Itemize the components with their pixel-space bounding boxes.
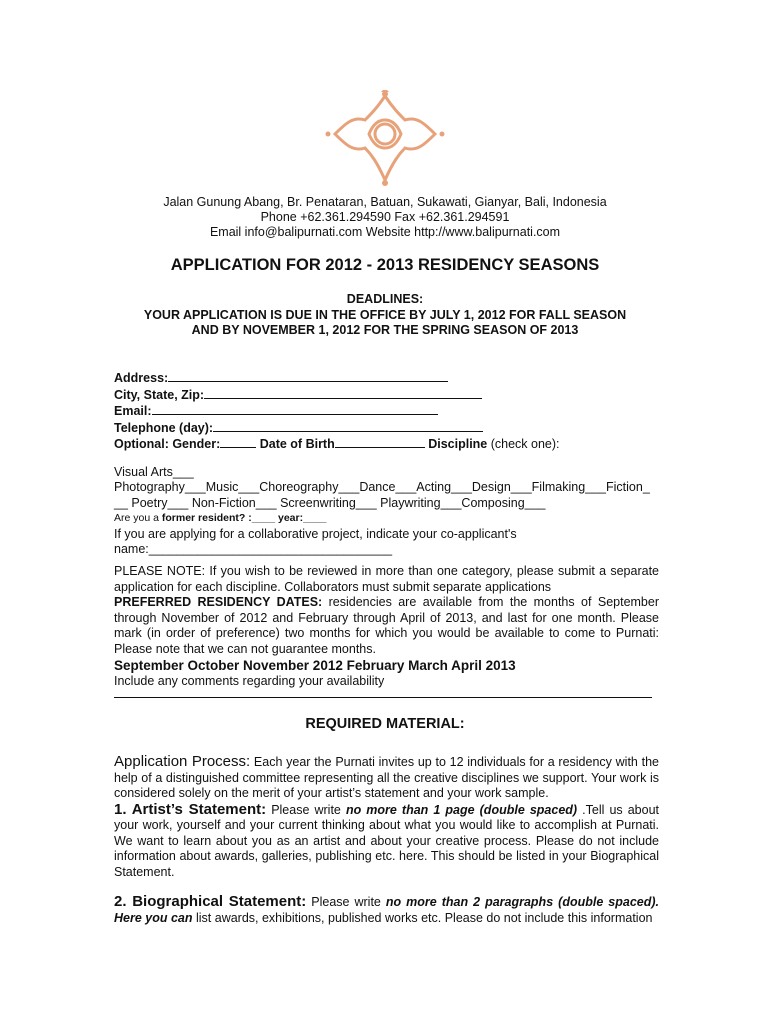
deadline-spring: AND BY NOVEMBER 1, 2012 FOR THE SPRING SEASON OF 2013 bbox=[191, 323, 579, 337]
telephone-label: Telephone (day): bbox=[114, 420, 214, 435]
artist-statement-lead: Please write bbox=[266, 802, 346, 817]
deadlines-block bbox=[0, 292, 770, 339]
comments-divider[interactable] bbox=[114, 697, 652, 698]
city-label: City, State, Zip: bbox=[114, 387, 205, 402]
city-field[interactable] bbox=[114, 387, 659, 404]
disciplines-options-line1[interactable]: Photography___Music___Choreography___Dance___Acting___Design___Filmaking___Fiction_ bbox=[114, 480, 650, 494]
address-line-blank[interactable] bbox=[168, 370, 448, 382]
bio-statement-emphasis2: Here you can bbox=[114, 910, 193, 925]
city-line-blank[interactable] bbox=[204, 387, 482, 399]
dob-blank[interactable] bbox=[335, 436, 425, 448]
ornament-logo-icon bbox=[325, 90, 445, 188]
bio-statement-section bbox=[114, 894, 659, 926]
artist-statement-heading: 1. Artist’s Statement: bbox=[114, 800, 267, 818]
optional-fields-row bbox=[114, 436, 659, 453]
artist-statement-text: .Tell us about your work, yourself and your current thinking about what you would like to accomplish at Purnati. We want to learn about you as an artist and about your creative process. Please do not include information about awards, galleries, publishing etc. here. This should be listed in your Biographical Statement. bbox=[114, 802, 660, 879]
gender-blank[interactable] bbox=[220, 436, 256, 448]
disciplines-options-line2[interactable]: __ Poetry___ Non-Fiction___ Screenwriting___ Playwriting___Composing___ bbox=[114, 495, 546, 510]
collab-name-field[interactable]: name:___________________________________ bbox=[114, 542, 393, 556]
required-material-heading: REQUIRED MATERIAL: bbox=[305, 716, 465, 732]
discipline-label: Discipline bbox=[428, 437, 488, 451]
former-resident-label: former resident? :____ year:____ bbox=[161, 512, 327, 524]
preferred-dates-text: residencies are available from the months of September through November of 2012 and February through April of 2013, and last for one month. Please mark (in order of preference) two months for which you would be available to come to Purnati: Please note that we can not guarantee months. bbox=[114, 595, 659, 656]
dob-label: Date of Birth bbox=[259, 437, 335, 451]
required-material-body bbox=[114, 754, 659, 926]
telephone-line-blank[interactable] bbox=[213, 420, 483, 432]
artist-statement-emphasis: no more than 1 page (double spaced) bbox=[345, 802, 578, 817]
contact-header bbox=[0, 195, 770, 240]
bio-statement-emphasis: no more than 2 paragraphs (double spaced). bbox=[385, 895, 659, 909]
months-options[interactable]: September October November 2012 February March April 2013 bbox=[114, 658, 516, 673]
visual-arts-option[interactable]: Visual Arts___ bbox=[114, 464, 194, 479]
page-title: APPLICATION FOR 2012 - 2013 RESIDENCY SEASONS bbox=[170, 256, 600, 274]
artist-statement-section bbox=[114, 802, 659, 881]
collab-line1: If you are applying for a collaborative project, indicate your co-applicant's bbox=[114, 526, 517, 541]
preferred-dates-paragraph bbox=[114, 595, 659, 657]
application-process-text: Each year the Purnati invites up to 12 individuals for a residency with the help of a distinguished committee representing all the creative disciplines we support. Your work is considered solely on the merit of your artist’s statement and your work sample. bbox=[114, 755, 659, 800]
telephone-field[interactable] bbox=[114, 420, 659, 437]
gender-label: Optional: Gender: bbox=[114, 437, 221, 451]
notes-block bbox=[114, 564, 659, 690]
address-line: Jalan Gunung Abang, Br. Penataran, Batuan, Sukawati, Gianyar, Bali, Indonesia bbox=[163, 195, 607, 209]
application-process-section bbox=[114, 754, 659, 802]
bio-statement-text: list awards, exhibitions, published works etc. Please do not include this information bbox=[192, 910, 653, 925]
email-line-blank[interactable] bbox=[152, 403, 438, 415]
email-line: Email info@balipurnati.com Website http://www.balipurnati.com bbox=[209, 225, 561, 239]
bio-statement-heading: 2. Biographical Statement: bbox=[114, 893, 307, 910]
phone-line: Phone +62.361.294590 Fax +62.361.294591 bbox=[260, 210, 510, 224]
former-prefix: Are you a bbox=[114, 512, 162, 524]
applicant-fields bbox=[114, 370, 659, 558]
address-field[interactable] bbox=[114, 370, 659, 387]
discipline-hint: (check one): bbox=[487, 437, 560, 451]
address-label: Address: bbox=[114, 371, 169, 385]
deadline-fall: YOUR APPLICATION IS DUE IN THE OFFICE BY JULY 1, 2012 FOR FALL SEASON bbox=[143, 307, 627, 322]
email-label: Email: bbox=[114, 404, 152, 418]
email-field[interactable] bbox=[114, 403, 659, 420]
application-process-heading: Application Process: bbox=[114, 753, 251, 770]
deadlines-heading: DEADLINES: bbox=[346, 292, 424, 306]
availability-comments: Include any comments regarding your availability bbox=[114, 674, 385, 688]
preferred-dates-label: PREFERRED RESIDENCY DATES: bbox=[114, 595, 323, 609]
please-note: PLEASE NOTE: If you wish to be reviewed in more than one category, please submit a separate application for each discipline. Collaborators must submit separate applications bbox=[114, 564, 659, 594]
bio-statement-lead: Please write bbox=[306, 895, 386, 909]
former-resident-row[interactable] bbox=[114, 511, 659, 527]
